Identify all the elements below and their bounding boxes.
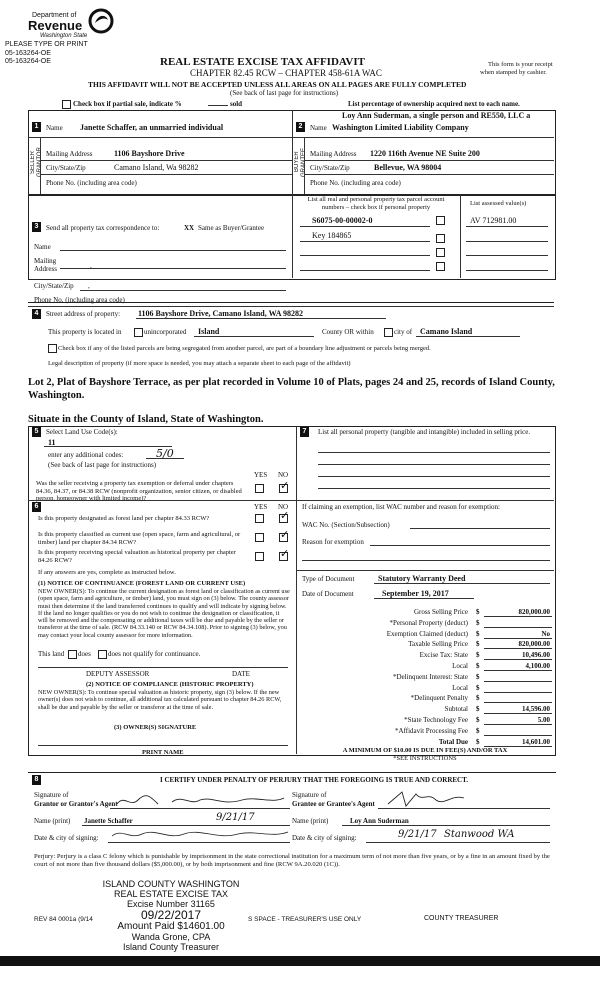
- treasurer-space-label: S SPACE - TREASURER'S USE ONLY: [248, 916, 362, 923]
- dept-line1: Department of: [32, 12, 77, 19]
- s5-yes-checkbox[interactable]: [255, 484, 264, 493]
- corr-mailing-comma: ,: [90, 262, 92, 270]
- section-7-badge: 7: [300, 427, 309, 437]
- doc-type-label: Type of Document: [302, 575, 355, 583]
- correspondence-value[interactable]: XX: [184, 224, 195, 232]
- tax-row-label: *Delinquent Penalty: [410, 694, 468, 702]
- currency-symbol: $: [476, 684, 480, 692]
- tax-row-line: [484, 616, 552, 617]
- seller-mailing[interactable]: 1106 Bayshore Drive: [114, 149, 185, 158]
- form-subtitle: CHAPTER 82.45 RCW – CHAPTER 458-61A WAC: [190, 68, 382, 78]
- currency-symbol: $: [476, 651, 480, 659]
- tax-row-label: Local: [452, 684, 468, 692]
- sold-label: sold: [230, 100, 243, 108]
- stamp-line1: ISLAND COUNTY WASHINGTON: [102, 879, 240, 889]
- s5-yes-label: YES: [254, 471, 268, 479]
- segregated-checkbox[interactable]: [48, 344, 57, 353]
- tax-row-label: Subtotal: [444, 705, 468, 713]
- seller-mailing-label: Mailing Address: [46, 150, 93, 158]
- dept-line3: Washington State: [40, 33, 88, 39]
- historic-question: Is this property receiving special valuation as historical property per chapter 84.26 RCW?: [38, 549, 236, 564]
- personal-property-label: List all personal property (tangible and intangible) included in selling price.: [318, 428, 531, 436]
- receipt-note-1: This form is your receipt: [488, 61, 553, 68]
- owner-signature-label: (3) OWNER(S) SIGNATURE: [114, 724, 197, 731]
- tax-row-line: [484, 735, 552, 736]
- buyer-city[interactable]: Bellevue, WA 98004: [374, 163, 442, 172]
- currency-symbol: $: [476, 694, 480, 702]
- tax-row-line: [484, 670, 552, 671]
- tax-row-line: [484, 648, 552, 649]
- currency-symbol: $: [476, 705, 480, 713]
- tax-row-label: Total Due: [438, 738, 468, 746]
- located-label: This property is located in: [48, 328, 122, 336]
- seller-phone-label: Phone No. (including area code): [46, 179, 137, 187]
- land-use-label: Select Land Use Code(s):: [46, 428, 118, 436]
- q2-no-check-icon: ✓: [280, 528, 290, 541]
- minimum-note: A MINIMUM OF $10.00 IS DUE IN FEE(S) AND/OR TAX: [342, 747, 508, 754]
- tax-row-line: [484, 713, 552, 714]
- tax-row-value[interactable]: 820,000.00: [518, 608, 550, 616]
- partial-pct-line: [208, 105, 228, 106]
- seller-city-label: City/State/Zip: [46, 164, 86, 172]
- s6-no-label: NO: [278, 503, 289, 511]
- date-label: DATE: [232, 670, 250, 678]
- additional-codes-label: enter any additional codes:: [48, 451, 124, 459]
- grantor-sig-label2: Grantor or Grantor's Agent: [34, 800, 118, 808]
- currency-symbol: $: [476, 662, 480, 670]
- doc-date[interactable]: September 19, 2017: [382, 589, 449, 598]
- exemption-question: Was the seller receiving a property tax exemption or deferral under chapters 84.36, 84.37, or 84.38 RCW (nonprofit organization, senior citizen, or disabled person, homeowner with limited income)?: [36, 480, 242, 502]
- seller-city[interactable]: Camano Island, Wa 98282: [114, 163, 199, 172]
- stamp-line6: Wanda Grone, CPA: [131, 932, 211, 942]
- assessed-header: List assessed value(s): [470, 200, 527, 207]
- wac-label: WAC No. (Section/Subsection): [302, 521, 390, 529]
- section-8-badge: 8: [32, 775, 41, 785]
- currency-symbol: $: [476, 640, 480, 648]
- doc-date-label: Date of Document: [302, 590, 354, 598]
- tax-row-line: [484, 692, 552, 693]
- currency-symbol: $: [476, 619, 480, 627]
- buyer-mailing[interactable]: 1220 116th Avenue NE Suite 200: [370, 149, 480, 158]
- tax-row-label: *State Technology Fee: [404, 716, 468, 724]
- grantee-date-city-label: Date & city of signing:: [292, 834, 357, 842]
- grantee-sign-city[interactable]: Stanwood WA: [444, 829, 515, 840]
- unincorporated-checkbox[interactable]: [134, 328, 143, 337]
- parcel-4-personal-checkbox[interactable]: [436, 262, 445, 271]
- legal-situate[interactable]: Situate in the County of Island, State of Washington.: [28, 414, 264, 425]
- notice1-title: (1) NOTICE OF CONTINUANCE (FOREST LAND OR CURRENT USE): [38, 580, 246, 587]
- tax-row-label: *Personal Property (deduct): [389, 619, 468, 627]
- q3-no-check-icon: ✓: [280, 547, 290, 560]
- unincorporated-label: unincorporated: [144, 328, 187, 336]
- current-use-question: Is this property classified as current use (open space, farm and agricultural, or timber) land per chapter 84.34 RCW?: [38, 531, 241, 546]
- tax-row-line: [484, 724, 552, 725]
- county-treasurer-label: COUNTY TREASURER: [424, 915, 499, 922]
- legal-desc-label: Legal description of property (if more space is needed, you may attach a separate sheet to each page of the affidavit): [48, 360, 351, 367]
- stamp-line7: Island County Treasurer: [122, 942, 220, 952]
- buyer-mailing-label: Mailing Address: [310, 150, 357, 158]
- buyer-name-line2[interactable]: Washington Limited Liability Company: [332, 123, 469, 132]
- certify-statement: I CERTIFY UNDER PENALTY OF PERJURY THAT THE FOREGOING IS TRUE AND CORRECT.: [160, 776, 469, 784]
- grantor-sig-label1: Signature of: [34, 791, 69, 799]
- see-back-5: (See back of last page for instructions): [48, 461, 157, 469]
- rev-code: REV 84 0001a (9/14: [34, 916, 93, 923]
- form-code-1: 05-163264-OE: [5, 50, 51, 57]
- parcel-3-personal-checkbox[interactable]: [436, 248, 445, 257]
- exemption-label: If claiming an exemption, list WAC number and reason for exemption:: [302, 503, 500, 511]
- currency-symbol: $: [476, 727, 480, 735]
- tax-row-line: [484, 681, 552, 682]
- buyer-name-label: Name: [310, 124, 327, 132]
- q1-yes-checkbox[interactable]: [255, 514, 264, 523]
- does-checkbox[interactable]: [68, 650, 77, 659]
- city-of-label: city of: [394, 328, 413, 336]
- notice2-title: (2) NOTICE OF COMPLIANCE (HISTORIC PROPERTY): [86, 681, 254, 688]
- corr-city-comma: ,: [88, 282, 90, 290]
- grantor-date-city-label: Date & city of signing:: [34, 834, 99, 842]
- dept-line2: Revenue: [28, 18, 83, 33]
- city-of-checkbox[interactable]: [384, 328, 393, 337]
- parcel-2-personal-checkbox[interactable]: [436, 234, 445, 243]
- tax-row-line: [484, 638, 552, 639]
- tax-row-value[interactable]: 10,496.00: [522, 651, 550, 659]
- stamp-line5: Amount Paid $14601.00: [117, 921, 225, 932]
- tax-row-label: Gross Selling Price: [413, 608, 468, 616]
- grantor-sign-date[interactable]: 9/21/17: [216, 812, 255, 823]
- section-5-badge: 5: [32, 427, 41, 437]
- ownership-pct-label: List percentage of ownership acquired next to each name.: [348, 100, 520, 108]
- same-as-buyer-label: Same as Buyer/Grantee: [198, 224, 265, 232]
- section-4-badge: 4: [32, 309, 41, 319]
- see-instructions: *SEE INSTRUCTIONS: [393, 755, 457, 762]
- city-value[interactable]: Camano Island: [420, 327, 473, 336]
- parcel-number[interactable]: S6075-00-00002-0: [312, 216, 373, 225]
- notice1-text: NEW OWNER(S): To continue the current designation as forest land or classification as current use (open space, farm and agriculture, or timber) land, you must sign on (3) below. The county assessor must then determine if the land transferred continues to qualify and will indicate by signing below. If the land no longer qualifies or you do not wish to continue the designation or classification, it will be removed and the compensating or additional taxes will be due and payable by the seller or transferor at the time of sale. (RCW 84.33.140 or RCW 84.34.108). Prior to signing (3) below, you may contact your local county assessor for more information.: [38, 588, 290, 639]
- tax-row-value[interactable]: No: [541, 630, 550, 638]
- stamp-line2: REAL ESTATE EXCISE TAX: [113, 889, 229, 899]
- street-label: Street address of property:: [46, 310, 121, 318]
- grantor-date-city-handwriting[interactable]: [108, 826, 292, 842]
- tax-row-line: [484, 627, 552, 628]
- dor-swirl-logo-icon: [88, 8, 114, 34]
- grantee-sig-label1: Signature of: [292, 791, 327, 799]
- parcels-header: List all real and personal property tax parcel account numbers – check box if personal property: [307, 196, 445, 211]
- section-3-badge: 3: [32, 222, 41, 232]
- receipt-note-2: when stamped by cashier.: [480, 69, 547, 76]
- tax-row-label: Exemption Claimed (deduct): [386, 630, 468, 638]
- tax-row-value[interactable]: 820,000.00: [518, 640, 550, 648]
- q1-no-check-icon: ✓: [280, 509, 290, 522]
- currency-symbol: $: [476, 608, 480, 616]
- tax-row-value[interactable]: 4,100.00: [525, 662, 550, 670]
- form-title: REAL ESTATE EXCISE TAX AFFIDAVIT: [160, 56, 365, 68]
- grantee-name[interactable]: Loy Ann Suderman: [350, 817, 409, 825]
- if-yes-note: If any answers are yes, complete as instructed below.: [38, 569, 176, 576]
- q3-yes-checkbox[interactable]: [255, 552, 264, 561]
- tax-row-value[interactable]: 5.00: [537, 716, 550, 724]
- s6-yes-label: YES: [254, 503, 268, 511]
- grantee-name-label: Name (print): [292, 817, 329, 825]
- parcel-1-personal-checkbox[interactable]: [436, 216, 445, 225]
- grantee-sign-date[interactable]: 9/21/17: [398, 829, 437, 840]
- buyer-name-line1[interactable]: Loy Ann Suderman, a single person and RE550, LLC a: [342, 111, 531, 120]
- currency-symbol: $: [476, 630, 480, 638]
- currency-symbol: $: [476, 716, 480, 724]
- s5-no-check-icon: ✓: [280, 479, 290, 492]
- currency-symbol: $: [476, 673, 480, 681]
- corr-phone-label: Phone No. (including area code): [34, 296, 125, 304]
- forest-question: Is this property designated as forest land per chapter 84.33 RCW?: [38, 515, 210, 522]
- tax-row-value[interactable]: 14,596.00: [522, 705, 550, 713]
- buyer-city-label: City/State/Zip: [310, 164, 350, 172]
- warning-text: THIS AFFIDAVIT WILL NOT BE ACCEPTED UNLESS ALL AREAS ON ALL PAGES ARE FULLY COMPLETED: [88, 80, 467, 89]
- tax-row-label: Taxable Selling Price: [408, 640, 468, 648]
- section-1-badge: 1: [32, 122, 41, 132]
- section-2-badge: 2: [296, 122, 305, 132]
- partial-sale-label: Check box if partial sale, indicate %: [73, 100, 182, 108]
- doc-type[interactable]: Statutory Warranty Deed: [378, 574, 466, 583]
- this-land-label: This land: [38, 650, 65, 658]
- print-name-label: PRINT NAME: [142, 749, 184, 756]
- additional-codes-value[interactable]: 5/0: [156, 447, 174, 460]
- land-use-code[interactable]: 11: [48, 438, 56, 447]
- grantee-sig-label2: Grantee or Grantee's Agent: [292, 800, 375, 808]
- county-value[interactable]: Island: [198, 327, 220, 336]
- tax-row-line: [484, 659, 552, 660]
- tax-row-label: Excise Tax: State: [419, 651, 468, 659]
- bottom-bar: [0, 956, 600, 966]
- segregated-label: Check box if any of the listed parcels are being segregated from another parcel, are part of a boundary line adjustment or parcels being merged.: [58, 345, 431, 352]
- assessed-value[interactable]: AV 712981.00: [470, 216, 517, 225]
- grantor-name-label: Name (print): [34, 817, 71, 825]
- stamp-line4: 09/22/2017: [140, 908, 202, 922]
- does-not-label: does not qualify for continuance.: [108, 650, 201, 658]
- deputy-assessor-label: DEPUTY ASSESSOR: [86, 670, 150, 678]
- tax-row-value[interactable]: 14,601.00: [522, 738, 550, 746]
- tax-row-line: [484, 702, 552, 703]
- section-6-badge: 6: [32, 502, 41, 512]
- seller-side-label: SELLER GRANTOR: [30, 147, 43, 177]
- grantor-name[interactable]: Janette Schaffer: [84, 817, 133, 825]
- see-back-header: (See back of last page for instructions): [230, 89, 339, 97]
- form-code-2: 05-163264-OE: [5, 58, 51, 65]
- seller-name[interactable]: Janette Schaffer, an unmarried individual: [80, 123, 224, 132]
- parcel-key[interactable]: Key 184865: [312, 231, 352, 240]
- s5-no-label: NO: [278, 471, 289, 479]
- tax-row-label: *Delinquent Interest: State: [392, 673, 468, 681]
- treasurer-stamp: [96, 879, 246, 952]
- corr-city-label: City/State/Zip: [34, 282, 74, 290]
- does-not-checkbox[interactable]: [98, 650, 107, 659]
- reason-label: Reason for exemption: [302, 538, 364, 546]
- property-street[interactable]: 1106 Bayshore Drive, Camano Island, WA 98282: [138, 309, 304, 318]
- tax-row-label: *Affidavit Processing Fee: [395, 727, 468, 735]
- buyer-side-label: BUYER GRANTEE: [294, 147, 307, 177]
- partial-sale-checkbox[interactable]: [62, 100, 71, 109]
- county-or-within-label: County OR within: [322, 328, 374, 336]
- seller-name-label: Name: [46, 124, 63, 132]
- type-note: PLEASE TYPE OR PRINT: [5, 41, 88, 48]
- tax-row-label: Local: [452, 662, 468, 670]
- grantee-signature[interactable]: [380, 788, 480, 810]
- notice2-text: NEW OWNER(S): To continue special valuation as historic property, sign (3) below. If the new owner(s) does not wish to continue, all additional tax calculated pursuant to chapter 84.26 RCW, shall be due and payable by the seller or transferor at the time of sale.: [38, 689, 282, 711]
- legal-description[interactable]: Lot 2, Plat of Bayshore Terrace, as per plat recorded in Volume 10 of Plats, pages 24 and 25, records of Island County, Washington.: [28, 377, 555, 401]
- corr-mailing-label: Mailing Address: [34, 257, 57, 273]
- owner-signature-line[interactable]: [38, 745, 288, 746]
- correspondence-label: Send all property tax correspondence to:: [46, 224, 160, 232]
- q2-yes-checkbox[interactable]: [255, 533, 264, 542]
- currency-symbol: $: [476, 738, 480, 746]
- stamp-line3: Excise Number 31165: [127, 899, 215, 909]
- perjury-statement: Perjury: Perjury is a class C felony which is punishable by imprisonment in the state correctional institution for a maximum term of not more than five years, or by a fine in an amount fixed by the court of not more than five thousand dollars ($5,000.00), or by both imprisonment and fine (RCW 9A.20.020 (1C)).: [34, 853, 550, 868]
- does-label: does: [78, 650, 91, 658]
- corr-name-label: Name: [34, 243, 51, 251]
- buyer-phone-label: Phone No. (including area code): [310, 179, 401, 187]
